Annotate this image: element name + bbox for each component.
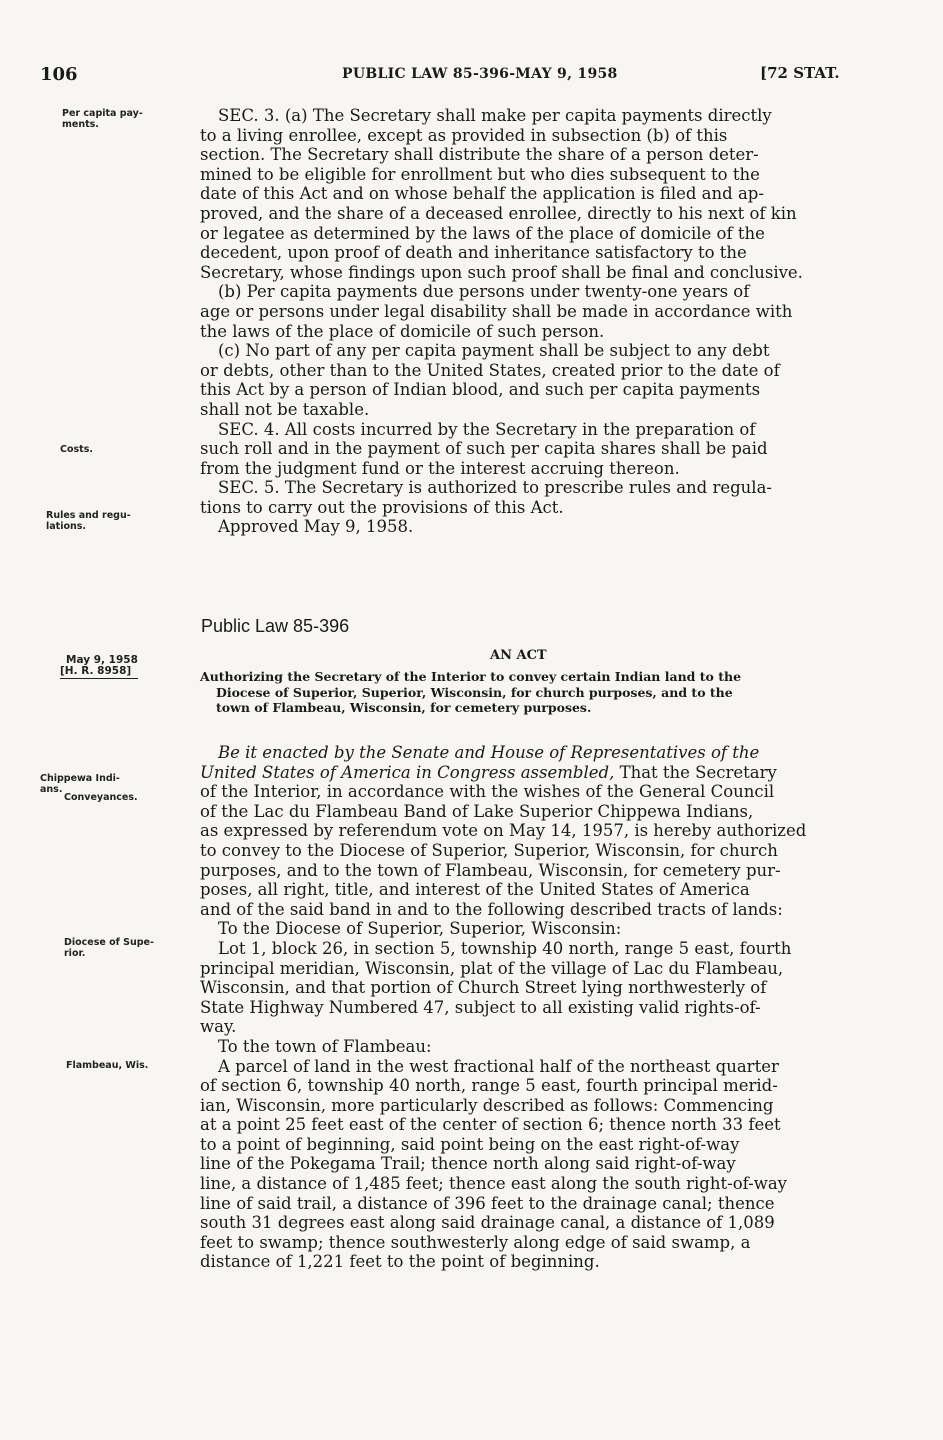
margin-note-chippewa: Chippewa Indi- ans. — [40, 773, 120, 795]
act-summary: Authorizing the Secretary of the Interior to convey certain Indian land to the Diocese of Superior, Superior, Wisconsin, for church purposes, and to the town of Flambeau, Wisconsin, for cemetery purposes. — [200, 669, 742, 715]
section-3a: SEC. 3. (a) The Secretary shall make per capita payments directly to a living enrollee, except as provided in subsection (b) of this section. The Secretary shall distribute the share of a person deter- mined to be eligible for enrollment but who dies subsequent to the date of this Act and on whose behalf the application is filed and ap- proved, and the share of a deceased enrollee, directly to his next of kin or legatee as determined by the laws of the place of domicile of the decedent, upon proof of death and inheritance satisfactory to the Secretary, whose findings upon such proof shall be final and conclusive. — [200, 106, 803, 282]
enacting-rest: That the Secretary — [614, 762, 777, 782]
enacting-clause: Be it enacted by the Senate and House of Representatives of the United States of America in Congress assembled, That the Secretary of the Interior, in accordance with the wishes of the General Council of the Lac du Flambeau Band of Lake Superior Chippewa Indians, as expressed by referendum vote on May 14, 1957, is hereby authorized to convey to the Diocese of Superior, Superior, Wisconsin, for church purposes, and to the town of Flambeau, Wisconsin, for cemetery pur- poses, all right, title, and interest of the United States of America and of the said band in and to the following described tracts of lands: To the Diocese of Superior, Superior, Wisconsin: Lot 1, block 26, in section 5, township 40 north, range 5 east, fourth principal meridian, Wisconsin, plat of the village of Lac du Flambeau, Wisconsin, and that portion of Church Street lying northwesterly of State Highway Numbered 47, subject to all existing valid rights-of- way. To the town of Flambeau: A parcel of land in the west fractional half of the northeast quarter of section 6, township 40 north, range 5 east, fourth principal merid- ian, Wisconsin, more particularly described as follows: Commencing at a point 25 feet east of the center of section 6; thence north 33 feet to a point of beginning, said point being on the east right-of-way line of the Pokegama Trail; thence north along said right-of-way line, a distance of 1,485 feet; thence east along the south right-of-way line of said trail, a distance of 396 feet to the drainage canal; thence south 31 degrees east along said drainage canal, a distance of 1,089 feet to swamp; thence southwesterly along edge of said swamp, a distance of 1,221 feet to the point of beginning. — [200, 743, 850, 1272]
section-4: SEC. 4. All costs incurred by the Secretary in the preparation of such roll and in the payment of such per capita shares shall be paid from the judgment fund or the interest accruing thereon. — [200, 419, 768, 478]
diocese-heading: To the Diocese of Superior, Superior, Wisconsin: — [218, 919, 622, 939]
flambeau-heading: To the town of Flambeau: — [218, 1036, 432, 1056]
parcel-description: A parcel of land in the west fractional half of the northeast quarter of section 6, township 40 north, range 5 east, fourth principal merid- ian, Wisconsin, more particularly described as follows: Commencing at a point 25 feet east of the center of section 6; thence north 33 feet to a point of beginning, said point being on the east right-of-way line of the Pokegama Trail; thence north along said right-of-way line, a distance of 1,485 feet; thence east along the south right-of-way line of said trail, a distance of 396 feet to the drainage canal; thence south 31 degrees east along said drainage canal, a distance of 1,089 feet to swamp; thence southwesterly along edge of said swamp, a distance of 1,221 feet to the point of beginning. — [200, 1056, 787, 1272]
section-3c: (c) No part of any per capita payment shall be subject to any debt or debts, other than to the United States, created prior to the date of this Act by a person of Indian blood, and such per capita payments shall not be taxable. — [200, 341, 780, 419]
approved-date: Approved May 9, 1958. — [218, 517, 414, 537]
section-3b: (b) Per capita payments due persons under twenty-one years of age or persons under legal disability shall be made in accordance with the laws of the place of domicile of such person. — [200, 282, 793, 341]
margin-note-conveyances: Conveyances. — [64, 792, 138, 803]
section-5: SEC. 5. The Secretary is authorized to prescribe rules and regula- tions to carry out the provisions of this Act. — [200, 478, 772, 517]
margin-note-date: May 9, 1958 [H. R. 8958] — [60, 654, 138, 677]
margin-note-flambeau: Flambeau, Wis. — [66, 1060, 149, 1071]
lot-description: Lot 1, block 26, in section 5, township 40 north, range 5 east, fourth principal meridian, Wisconsin, plat of the village of Lac du Flambeau, Wisconsin, and that portion of Church Street lying northwesterly of State Highway Numbered 47, subject to all existing valid rights-of- way. — [200, 938, 792, 1037]
running-title: PUBLIC LAW 85-396-MAY 9, 1958 — [342, 66, 618, 82]
an-act-heading: AN ACT — [490, 648, 547, 663]
public-law-title: Public Law 85-396 — [201, 616, 350, 636]
margin-note-per-capita: Per capita pay- ments. — [62, 108, 143, 130]
margin-note-diocese: Diocese of Supe- rior. — [64, 937, 154, 959]
margin-note-rules: Rules and regu- lations. — [46, 510, 131, 532]
enacting-italic-1: Be it enacted by the Senate and House of Representatives of the — [218, 743, 760, 762]
statute-reference: [72 STAT. — [760, 64, 840, 82]
margin-note-costs: Costs. — [60, 444, 93, 455]
enacting-italic-2: United States of America in Congress assembled, — [200, 762, 615, 782]
page-number: 106 — [40, 64, 78, 85]
section-3 — [200, 106, 850, 537]
